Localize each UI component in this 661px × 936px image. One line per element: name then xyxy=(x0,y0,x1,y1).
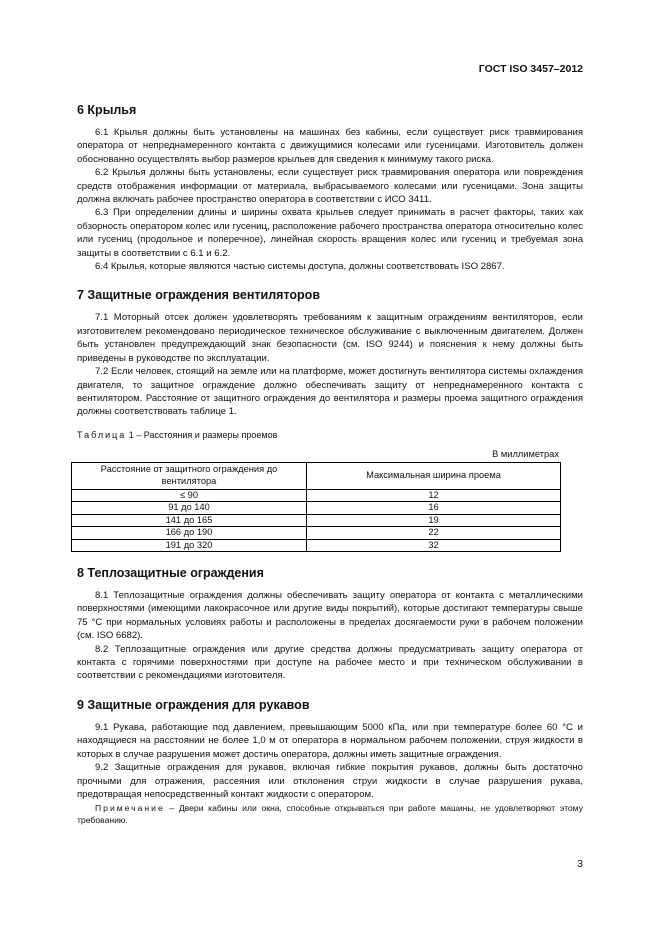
table-cell-distance: 166 до 190 xyxy=(72,527,307,540)
table-row xyxy=(72,489,561,502)
paragraph-6-3: 6.3 При определении длины и ширины охвата крыльев следует принимать в расчет факторы, таких как обзорность оператором колес или гусениц, расположение рабочего пространства оператора относительно колес или гусениц (продольное и поперечное), линейная скорость вращения колес или гусениц и требуемая зона защиты в соответствии с 6.1 и 6.2. xyxy=(77,207,583,259)
table-header-row xyxy=(72,462,561,489)
section-8 xyxy=(77,565,583,683)
table-cell-width: 12 xyxy=(307,489,561,502)
table-cell-distance: 141 до 165 xyxy=(72,514,307,527)
table-row xyxy=(72,527,561,540)
section-7-title: 7 Защитные ограждения вентиляторов xyxy=(77,288,320,303)
paragraph-6-4: 6.4 Крылья, которые являются частью системы доступа, должны соответствовать ISO 2867. xyxy=(95,261,505,273)
table-row xyxy=(72,514,561,527)
paragraph-8-1: 8.1 Теплозащитные ограждения должны обеспечивать защиту оператора от контакта с металлическими поверхностями (имеющими лакокрасочное или другие виды покрытий), которые достигают температуры свыше 75 °С при нормальных условиях работы и расположены в пределах досягаемости руки в рабочем положении (см. ISO 6682). xyxy=(77,590,583,642)
table-cell-distance: 91 до 140 xyxy=(72,502,307,515)
document-body xyxy=(77,102,583,827)
section-6 xyxy=(77,102,583,273)
section-6-title: 6 Крылья xyxy=(77,103,137,117)
table-header-width: Максимальная ширина проема xyxy=(307,462,561,489)
page-number: 3 xyxy=(577,858,583,870)
paragraph-7-2: 7.2 Если человек, стоящий на земле или на платформе, может достигнуть вентилятора системы охлаждения двигателя, то защитное ограждение должно обеспечивать защиту от непреднамеренного контакта с вентилятором. Расстояние от защитного ограждения до вентилятора и размеры проема защитного ограждения должны соответствовать таблице 1. xyxy=(77,366,583,418)
table-row xyxy=(72,502,561,515)
document-header: ГОСТ ISO 3457–2012 xyxy=(478,63,583,75)
table-cell-width: 19 xyxy=(307,514,561,527)
section-7 xyxy=(77,287,583,418)
table-row xyxy=(72,539,561,552)
paragraph-8-2: 8.2 Теплозащитные ограждения или другие средства должны предусматривать защиту оператора от контакта с горячими поверхностями при доступе на рабочее место и при техническом обслуживании в соответствии с рекомендациями изготовителя. xyxy=(77,643,583,682)
paragraph-9-1: 9.1 Рукава, работающие под давлением, превышающим 5000 кПа, или при температуре более 60 °С и находящиеся на расстоянии не более 1,0 м от оператора в нормальном рабочем положении, струя жидкости в которых в случае разрушения может достичь оператора, должны иметь защитные ограждения. xyxy=(77,721,583,760)
section-9-title: 9 Защитные ограждения для рукавов xyxy=(77,697,310,712)
section-9 xyxy=(77,697,583,827)
table-cell-distance: 191 до 320 xyxy=(72,539,307,552)
note xyxy=(77,803,583,826)
table-cell-width: 22 xyxy=(307,527,561,540)
table-cell-width: 16 xyxy=(307,502,561,515)
distance-table xyxy=(71,462,561,553)
paragraph-6-2: 6.2 Крылья должны быть установлены, если существует риск травмирования оператора или повреждения средств отображения информации от материала, выбрасываемого колесами или гусеницами. Зона защиты должна включать рабочее пространство оператора в соответствии с ИСО 3411. xyxy=(77,167,583,206)
table-unit: В миллиметрах xyxy=(492,449,559,460)
table-caption: Таблица 1 – Расстояния и размеры проемов xyxy=(77,429,278,440)
section-8-title: 8 Теплозащитные ограждения xyxy=(77,566,264,581)
note-label: Примечание xyxy=(95,803,165,814)
table-header-distance: Расстояние от защитного ограждения до вентилятора xyxy=(72,462,307,489)
paragraph-6-1: 6.1 Крылья должны быть установлены на машинах без кабины, если существует риск травмирования оператора от непреднамеренного контакта с движущимися колесами или гусеницами. Изготовитель должен обоснованно осуществлять выбор размеров крыльев для сведения к минимуму такого риска. xyxy=(77,127,583,165)
paragraph-7-1: 7.1 Моторный отсек должен удовлетворять требованиям к защитным ограждениям вентиляторов, если изготовителем рекомендовано периодическое техническое обслуживание с выключенным двигателем. Должен быть установлен предупреждающий знак безопасности (см. ISO 9244) и пояснения к нему должны быть приведены в руководстве по эксплуатации. xyxy=(77,312,583,364)
paragraph-9-2: 9.2 Защитные ограждения для рукавов, включая гибкие покрытия рукавов, должны быть достаточно прочными для отражения, рассеяния или отклонения струи жидкости в случае разрушения рукава, предотвращая непосредственный контакт жидкости с оператором. xyxy=(77,762,583,800)
table-cell-width: 32 xyxy=(307,539,561,552)
note-text: – Двери кабины или окна, способные открываться при работе машины, не удовлетворяют этому требованию. xyxy=(77,803,583,825)
table-cell-distance: ≤ 90 xyxy=(72,489,307,502)
